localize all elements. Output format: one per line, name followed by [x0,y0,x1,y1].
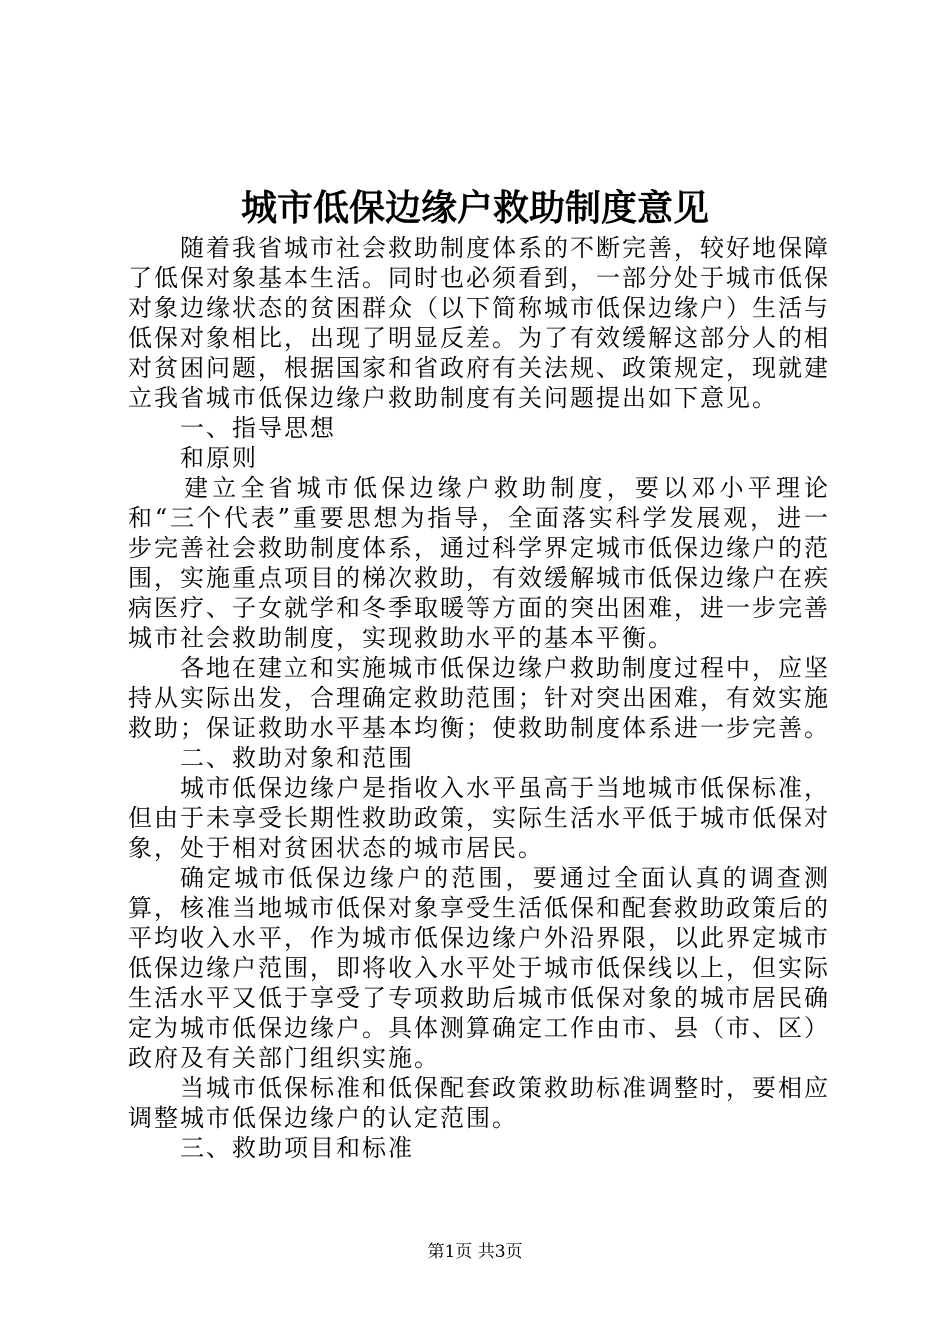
page-footer: 第1页 共3页 [427,1242,523,1262]
section-heading-2: 二、救助对象和范围 [180,744,414,772]
paragraph-intro: 随着我省城市社会救助制度体系的不断完善，较好地保障了低保对象基本生活。同时也必须看到，一部分处于城市低保对象边缘状态的贫困群众（以下简称城市低保边缘户）生活与低保对象相比，出现了明显反差。为了有效缓解这部分人的相对贫困问题，根据国家和省政府有关法规、政策规定，现就建立我省城市低保边缘户救助制度有关问题提出如下意见。 [128,234,830,412]
section-heading-1-continued: 和原则 [180,444,258,472]
paragraph-implementation: 各地在建立和实施城市低保边缘户救助制度过程中，应坚持从实际出发，合理确定救助范围；针对突出困难，有效实施救助；保证救助水平基本均衡；使救助制度体系进一步完善。 [128,654,830,742]
section-heading-3: 三、救助项目和标准 [180,1134,414,1162]
paragraph-adjustment: 当城市低保标准和低保配套政策救助标准调整时，要相应调整城市低保边缘户的认定范围。 [128,1074,830,1132]
document-title: 城市低保边缘户救助制度意见 [240,187,709,229]
document-body [128,233,830,1163]
section-heading-1: 一、指导思想 [180,414,336,442]
paragraph-scope: 确定城市低保边缘户的范围，要通过全面认真的调查测算，核准当地城市低保对象享受生活低保和配套救助政策后的平均收入水平，作为城市低保边缘户外沿界限，以此界定城市低保边缘户范围，即将收入水平处于城市低保线以上，但实际生活水平又低于享受了专项救助后城市低保对象的城市居民确定为城市低保边缘户。具体测算确定工作由市、县（市、区）政府及有关部门组织实施。 [128,864,830,1072]
paragraph-guiding-principle: 建立全省城市低保边缘户救助制度，要以邓小平理论和“三个代表”重要思想为指导，全面落实科学发展观，进一步完善社会救助制度体系，通过科学界定城市低保边缘户的范围，实施重点项目的梯次救助，有效缓解城市低保边缘户在疾病医疗、子女就学和冬季取暖等方面的突出困难，进一步完善城市社会救助制度，实现救助水平的基本平衡。 [128,474,830,652]
paragraph-definition: 城市低保边缘户是指收入水平虽高于当地城市低保标准，但由于未享受长期性救助政策，实际生活水平低于城市低保对象，处于相对贫困状态的城市居民。 [128,774,830,862]
